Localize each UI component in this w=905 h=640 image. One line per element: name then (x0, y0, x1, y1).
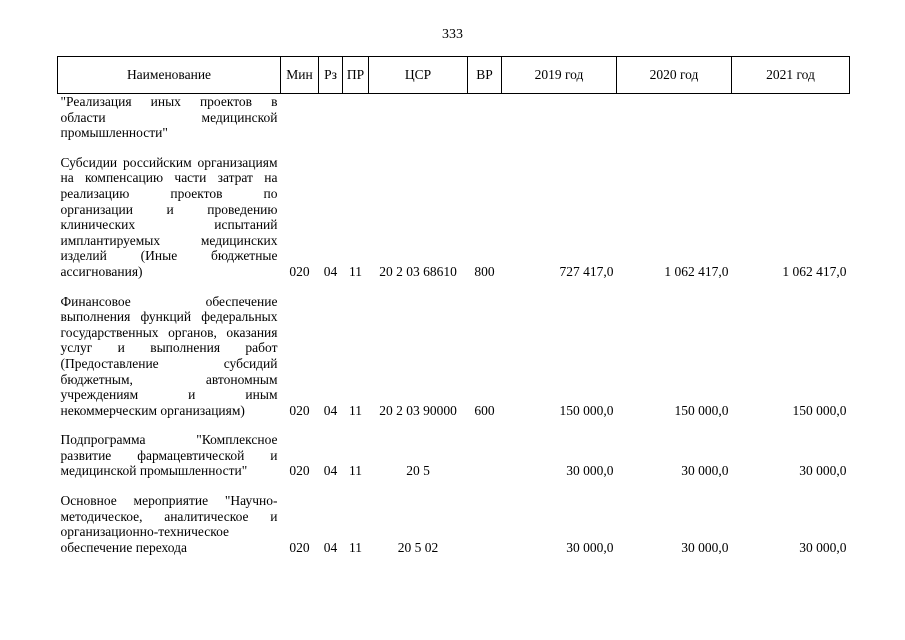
row-2020: 150 000,0 (674, 402, 729, 418)
row-pr: 11 (349, 463, 362, 479)
header-2020: 2020 год (617, 57, 732, 94)
table-row (58, 493, 850, 559)
header-csr: ЦСР (369, 57, 468, 94)
header-min: Мин (281, 57, 319, 94)
row-min: 020 (289, 263, 310, 279)
budget-table (57, 56, 850, 559)
row-csr: 20 2 03 90000 (379, 402, 457, 418)
row-rz: 04 (323, 539, 338, 555)
row-2019 (502, 94, 617, 145)
row-rz: 04 (323, 402, 338, 418)
row-pr (343, 94, 369, 145)
row-2021 (732, 94, 850, 145)
page-number: 333 (442, 27, 463, 42)
row-pr: 11 (349, 263, 362, 279)
row-csr: 20 5 (406, 463, 430, 479)
table-row (58, 294, 850, 423)
row-vr (468, 432, 502, 483)
row-csr: 20 2 03 68610 (379, 263, 457, 279)
row-name: Субсидии российским организациям на компенсацию части затрат на реализацию проектов по организации и проведению клинических испытаний имплантируемых медицинских изделий (Иные бюджетные ассигнования) (60, 154, 278, 279)
row-2021: 150 000,0 (792, 402, 847, 418)
row-name: Подпрограмма "Комплексное развитие фармацевтической и медицинской промышленности" (60, 432, 278, 479)
header-row (58, 57, 850, 94)
row-2020: 1 062 417,0 (664, 263, 729, 279)
row-min (281, 94, 319, 145)
row-csr (369, 94, 468, 145)
row-2021: 30 000,0 (799, 539, 847, 555)
row-vr: 800 (474, 263, 495, 279)
row-name: Финансовое обеспечение выполнения функций федеральных государственных органов, оказания услуг и выполнения работ (Предоставление субсидий бюджетным, автономным учреждениям и иным некоммерческим организациям) (60, 293, 278, 418)
row-2021: 30 000,0 (799, 463, 847, 479)
row-2019: 727 417,0 (559, 263, 614, 279)
row-pr: 11 (349, 539, 362, 555)
row-2021: 1 062 417,0 (782, 263, 847, 279)
row-vr: 600 (474, 402, 495, 418)
header-pr: ПР (343, 57, 369, 94)
header-2019: 2019 год (502, 57, 617, 94)
row-csr: 20 5 02 (397, 539, 439, 555)
row-2020 (617, 94, 732, 145)
table-row (58, 432, 850, 483)
row-rz: 04 (323, 463, 338, 479)
row-min: 020 (289, 463, 310, 479)
row-vr (468, 493, 502, 559)
row-vr (468, 94, 502, 145)
row-rz (319, 94, 343, 145)
header-rz: Рз (319, 57, 343, 94)
row-name: Основное мероприятие "Научно-методическое, аналитическое и организационно-техническое обеспечение перехода (60, 493, 278, 555)
header-vr: ВР (468, 57, 502, 94)
row-2020: 30 000,0 (681, 539, 729, 555)
header-2021: 2021 год (732, 57, 850, 94)
row-min: 020 (289, 539, 310, 555)
row-rz: 04 (323, 263, 338, 279)
row-2019: 150 000,0 (559, 402, 614, 418)
row-pr: 11 (349, 402, 362, 418)
header-name: Наименование (58, 57, 281, 94)
row-name: "Реализация иных проектов в области медицинской промышленности" (60, 94, 278, 141)
row-min: 020 (289, 402, 310, 418)
table-row (58, 94, 850, 145)
row-2020: 30 000,0 (681, 463, 729, 479)
table-row (58, 155, 850, 284)
row-2019: 30 000,0 (566, 539, 614, 555)
row-2019: 30 000,0 (566, 463, 614, 479)
